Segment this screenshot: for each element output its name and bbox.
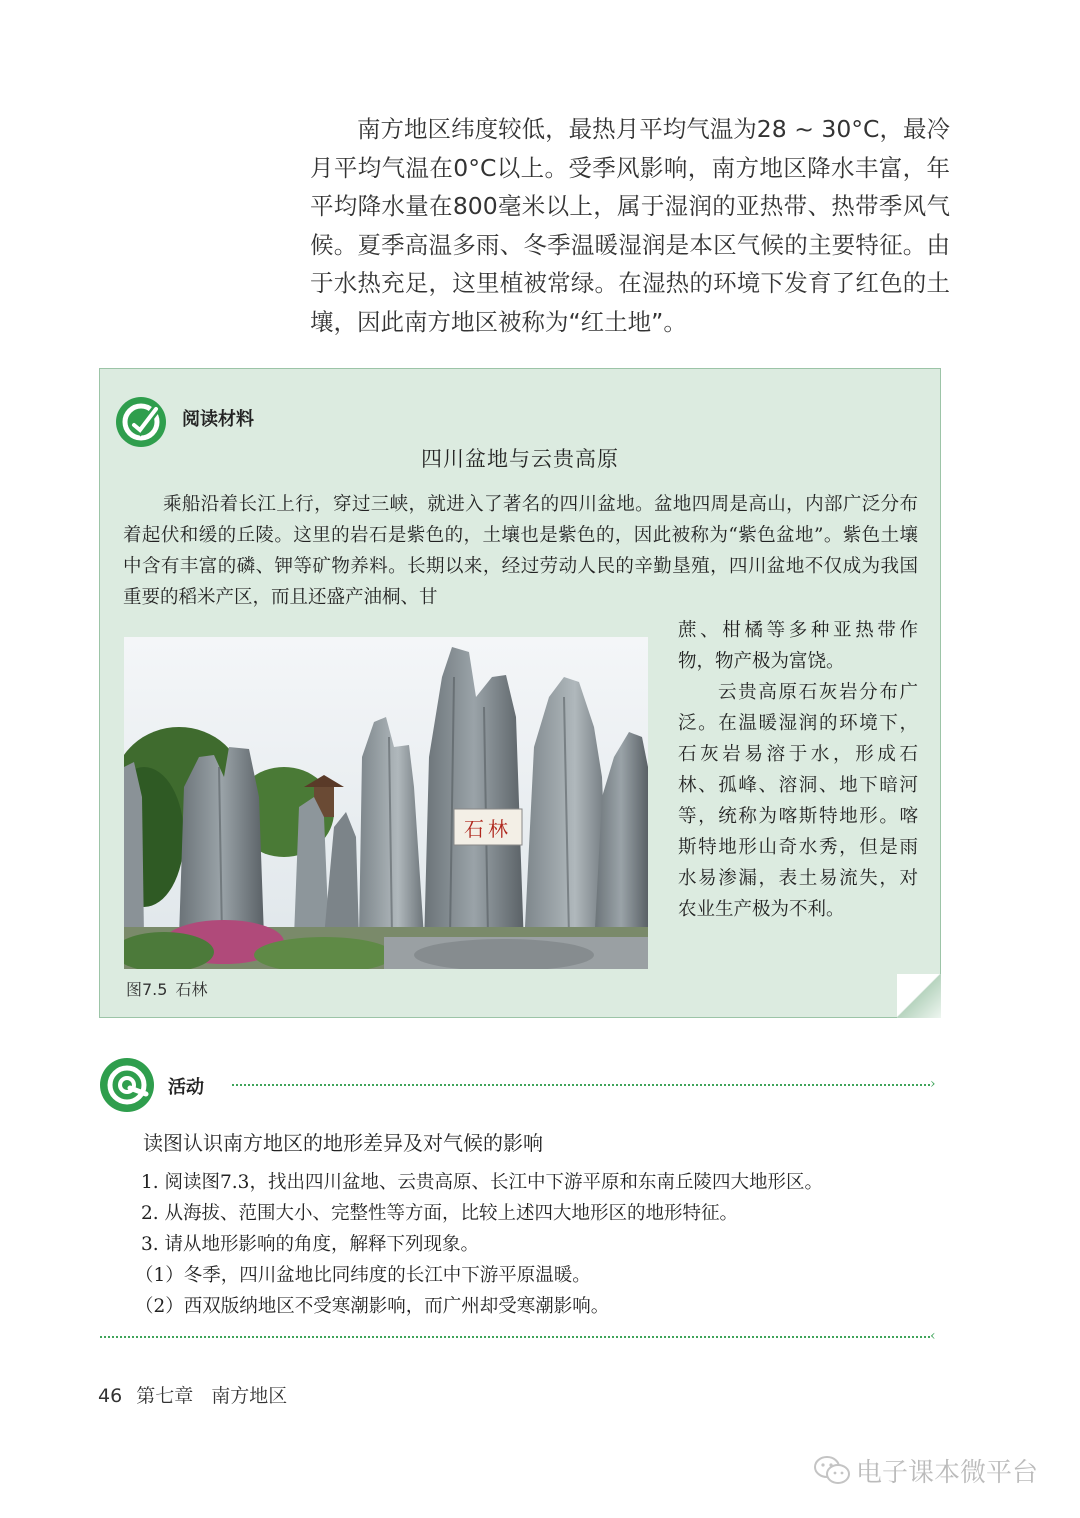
page-fold-corner (897, 974, 941, 1018)
activity-heading: 读图认识南方地区的地形差异及对气候的影响 (143, 1131, 543, 1155)
reading-paragraph-2: 云贵高原石灰岩分布广泛。在温暖湿润的环境下，石灰岩易溶于水，形成石林、孤峰、溶洞、地下暗河等，统称为喀斯特地形。喀斯特地形山奇水秀，但是雨水易渗漏，表土易流失，对农业生产极为不利。 (678, 682, 918, 920)
arrow-left-icon: ‹ (930, 1328, 936, 1344)
activity-bottom-divider (100, 1336, 930, 1338)
reading-side-text (678, 615, 918, 925)
leaf-icon (116, 397, 166, 447)
arrow-right-icon: › (930, 1076, 936, 1092)
activity-item: （2）西双版纳地区不受寒潮影响，而广州却受寒潮影响。 (135, 1296, 610, 1317)
figure-title: 石林 (175, 980, 208, 999)
page-footer (98, 1381, 287, 1408)
wechat-icon (812, 1454, 852, 1486)
reading-paragraph-1-main: 乘船沿着长江上行，穿过三峡，就进入了著名的四川盆地。盆地四周是高山，内部广泛分布着起伏和缓的丘陵。这里的岩石是紫色的，土壤也是紫色的，因此被称为“紫色盆地”。紫色土壤中含有丰富的磷、钾等矿物养料。长期以来，经过劳动人民的辛勤垦殖，四川盆地不仅成为我国重要的稻米产区，而且还盛产油桐、甘 (123, 494, 918, 608)
stone-forest-photo (124, 637, 648, 969)
activity-label: 活动 (168, 1077, 204, 1098)
stone-forest-sign-text: 石林 (464, 816, 512, 841)
reading-label: 阅读材料 (182, 409, 254, 430)
activity-item: 2. 从海拔、范围大小、完整性等方面，比较上述四大地形区的地形特征。 (141, 1203, 739, 1224)
figure-number: 图7.5 (126, 980, 168, 999)
stone-forest-sign (454, 809, 522, 845)
reading-material-box (99, 368, 941, 1018)
activity-item: 3. 请从地形影响的角度，解释下列现象。 (141, 1234, 480, 1255)
target-icon (100, 1058, 154, 1112)
activity-top-divider (232, 1084, 930, 1086)
activity-item: （1）冬季，四川盆地比同纬度的长江中下游平原温暖。 (135, 1265, 591, 1286)
watermark-text: 电子课本微平台 (856, 1457, 1039, 1488)
intro-text (310, 110, 950, 341)
page-number: 46 (98, 1385, 123, 1407)
watermark (812, 1450, 1038, 1490)
activity-item: 1. 阅读图7.3，找出四川盆地、云贵高原、长江中下游平原和东南丘陵四大地形区。 (141, 1172, 823, 1193)
reading-paragraph-1 (123, 489, 918, 613)
intro-paragraph: 南方地区纬度较低，最热月平均气温为28 ~ 30°C，最冷月平均气温在0°C以上。受季风影响，南方地区降水丰富，年平均降水量在800毫米以上，属于湿润的亚热带、热带季风气候。夏季高温多雨、冬季温暖湿润是本区气候的主要特征。由于水热充足，这里植被常绿。在湿热的环境下发育了红色的土壤，因此南方地区被称为“红土地”。 (310, 115, 950, 336)
chapter-label: 第七章 (136, 1385, 194, 1407)
reading-paragraph-1-tail: 蔗、柑橘等多种亚热带作物，物产极为富饶。 (678, 620, 918, 672)
reading-heading: 四川盆地与云贵高原 (421, 447, 619, 471)
figure-caption (126, 977, 207, 1000)
section-label: 南方地区 (211, 1385, 288, 1407)
activity-list (135, 1167, 941, 1322)
